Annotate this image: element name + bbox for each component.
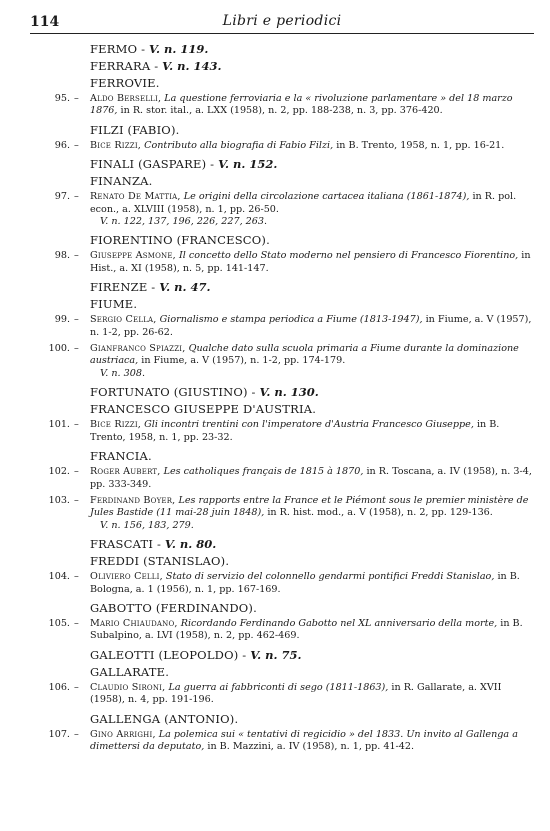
- entry-dash: –: [74, 681, 79, 693]
- entry-source: in Hist., a. XI (1958), n. 5, pp. 141-147.: [90, 250, 531, 274]
- cross-reference: V. n. 152.: [218, 157, 278, 172]
- entry-text: [90, 314, 532, 339]
- cross-reference: V. n. 308.: [100, 367, 145, 379]
- entry-author: Oliviero Celli,: [90, 571, 163, 583]
- entry-text: [90, 618, 532, 643]
- subject-heading: [36, 536, 532, 552]
- subject-heading: [36, 384, 532, 400]
- running-header: [30, 10, 534, 32]
- bibliography-entry: [36, 495, 532, 532]
- page-number: 114: [30, 14, 60, 30]
- subject-heading: [36, 600, 532, 616]
- subject-name: GABOTTO (FERDINANDO).: [90, 600, 257, 615]
- entry-title: Ricordando Ferdinando Gabotto nel XL anniversario della morte,: [180, 617, 498, 629]
- bibliography-entry: [36, 419, 532, 444]
- entry-source: in B. Mazzini, a. IV (1958), n. 1, pp. 41-42.: [207, 740, 415, 752]
- subject-name: GALEOTTI (LEOPOLDO) -: [90, 647, 247, 662]
- entry-source: in B. Trento, 1958, n. 1, pp. 16-21.: [336, 139, 505, 151]
- bibliography-entry: [36, 140, 532, 152]
- bibliography-entry: [36, 93, 532, 118]
- entry-title: La guerra ai fabbriconti di sego (1811-1863),: [168, 681, 389, 693]
- subject-name: FREDDI (STANISLAO).: [90, 554, 230, 569]
- subject-heading: [36, 75, 532, 91]
- entry-text: [90, 466, 532, 491]
- subject-name: FIORENTINO (FRANCESCO).: [90, 233, 270, 248]
- subject-heading: [36, 232, 532, 248]
- entry-dash: –: [74, 466, 79, 478]
- entry-dash: –: [74, 314, 79, 326]
- subject-heading: [36, 41, 532, 57]
- subject-heading: [36, 553, 532, 569]
- subject-heading: [36, 156, 532, 172]
- entry-author: Giuseppe Asmone,: [90, 250, 176, 262]
- entry-author: Ferdinand Boyer,: [90, 494, 176, 506]
- entry-text: [90, 729, 532, 754]
- cross-reference: V. n. 130.: [259, 385, 319, 400]
- subject-name: FRASCATI -: [90, 537, 162, 552]
- subject-name: FIUME.: [90, 297, 138, 312]
- entry-source: in R. hist. mod., a. V (1958), n. 2, pp. 129-136.: [267, 507, 493, 519]
- entry-title: Qualche dato sulla scuola primaria a Fiume durante la dominazione austriaca,: [90, 343, 519, 367]
- subject-name: FERRARA -: [90, 59, 159, 73]
- entry-text: [90, 93, 532, 118]
- bibliography-entry: [36, 343, 532, 380]
- subject-name: FRANCIA.: [90, 449, 152, 464]
- subject-name: FRANCESCO GIUSEPPE D'AUSTRIA.: [90, 402, 317, 417]
- entry-text: [90, 343, 532, 368]
- entry-number: 95.: [54, 93, 70, 104]
- entry-number: 106.: [48, 681, 70, 693]
- entry-number: 99.: [54, 314, 70, 326]
- cross-reference: V. n. 75.: [250, 647, 302, 662]
- entry-text: [90, 140, 532, 152]
- bibliography-entry: [36, 466, 532, 491]
- subject-heading: [36, 448, 532, 464]
- entry-dash: –: [74, 343, 79, 355]
- subject-heading: [36, 173, 532, 189]
- entry-number: 96.: [54, 139, 70, 151]
- entry-number: 102.: [48, 466, 70, 478]
- entry-number: 103.: [48, 494, 70, 506]
- entry-text: [90, 682, 532, 707]
- entry-source: in R. Gallarate, a. XVII (1958), n. 4, pp. 191-196.: [90, 681, 502, 706]
- cross-reference: V. n. 122, 137, 196, 226, 227, 263.: [100, 216, 268, 228]
- entry-dash: –: [74, 419, 79, 431]
- entry-title: Giornalismo e stampa periodica a Fiume (1813-1947),: [159, 314, 423, 326]
- bibliography-entry: [36, 314, 532, 339]
- entry-source: in B. Subalpino, a. LVI (1958), n. 2, pp. 462-469.: [90, 617, 523, 642]
- entry-author: Bice Rizzi,: [90, 139, 142, 151]
- entry-author: Bice Rizzi,: [90, 419, 142, 431]
- entry-title: La polemica sui « tentativi di regicidio » del 1833. Un invito al Gallenga a dimettersi da deputato,: [90, 728, 518, 752]
- subject-heading: [36, 711, 532, 727]
- entry-author: Roger Aubert,: [90, 466, 161, 478]
- cross-reference: V. n. 143.: [162, 59, 222, 73]
- entry-title: Le origini della circolazione cartacea italiana (1861-1874),: [183, 191, 470, 203]
- cross-reference: V. n. 47.: [159, 280, 211, 295]
- running-title: Libri e periodici: [222, 13, 342, 29]
- entry-dash: –: [74, 191, 79, 203]
- subject-heading: [36, 296, 532, 312]
- entry-dash: –: [74, 571, 79, 583]
- entry-text: [90, 191, 532, 216]
- bibliography-entry: [36, 191, 532, 228]
- subject-heading: [36, 647, 532, 663]
- entry-text: [90, 571, 532, 596]
- entry-author: Sergio Cella,: [90, 314, 157, 326]
- entry-source: in B. Trento, 1958, n. 1, pp. 23-32.: [90, 419, 500, 443]
- cross-reference: V. n. 80.: [164, 537, 217, 552]
- entry-text: [90, 495, 532, 520]
- bibliography-entry: [36, 618, 532, 643]
- subject-name: FILZI (FABIO).: [90, 122, 180, 137]
- entry-source: in R. stor. ital., a. LXX (1958), n. 2, pp. 188-238, n. 3, pp. 376-420.: [120, 105, 443, 117]
- cross-reference: V. n. 119.: [149, 42, 209, 56]
- entry-author: Aldo Berselli,: [90, 93, 162, 104]
- entry-number: 100.: [48, 343, 70, 355]
- subject-name: FERROVIE.: [90, 76, 160, 90]
- subject-name: GALLENGA (ANTONIO).: [90, 711, 239, 726]
- entry-source: in R. Toscana, a. IV (1958), n. 3-4, pp. 333-349.: [90, 466, 532, 490]
- subject-name: FIRENZE -: [90, 280, 156, 295]
- subject-name: GALLARATE.: [90, 664, 170, 679]
- entry-author: Claudio Sironi,: [90, 681, 166, 693]
- header-rule: [30, 33, 534, 34]
- entry-source: in Fiume, a. V (1957), n. 1-2, pp. 26-62.: [90, 314, 532, 338]
- entry-title: Les rapports entre la France et le Piémont sous le premier ministère de Jules Bastide (11 mai-28 juin 1848),: [90, 494, 529, 519]
- entry-title: Les catholiques français de 1815 à 1870,: [163, 466, 364, 478]
- entry-dash: –: [74, 728, 79, 740]
- entry-number: 105.: [48, 617, 70, 629]
- entry-dash: –: [74, 617, 79, 629]
- entry-author: Gino Arrighi,: [90, 728, 156, 740]
- entry-source: in B. Bologna, a. 1 (1956), n. 1, pp. 167-169.: [90, 571, 520, 595]
- entry-title: La questione ferroviaria e la « rivoluzione parlamentare » del 18 marzo 1876,: [90, 93, 513, 117]
- entry-dash: –: [74, 250, 79, 262]
- entry-title: Gli incontri trentini con l'imperatore d'Austria Francesco Giuseppe,: [144, 419, 474, 431]
- entry-number: 98.: [54, 250, 70, 262]
- entry-title: Stato di servizio del colonnello gendarmi pontifici Freddi Stanislao,: [165, 571, 495, 583]
- entry-number: 97.: [54, 191, 70, 203]
- subject-heading: [36, 122, 532, 138]
- bibliography-entry: [36, 682, 532, 707]
- subject-name: FERMO -: [90, 42, 146, 56]
- entry-title: Contributo alla biografia di Fabio Filzi,: [144, 139, 334, 151]
- entry-title: Il concetto dello Stato moderno nel pensiero di Francesco Fiorentino,: [179, 250, 519, 262]
- entry-number: 107.: [48, 728, 70, 740]
- bibliography-list: [36, 40, 532, 757]
- entry-dash: –: [74, 139, 79, 151]
- entry-dash: –: [74, 494, 79, 506]
- subject-name: FINALI (GASPARE) -: [90, 157, 215, 172]
- entry-author: Renato De Mattia,: [90, 191, 181, 203]
- subject-name: FINANZA.: [90, 174, 153, 189]
- subject-heading: [36, 401, 532, 417]
- subject-heading: [36, 58, 532, 74]
- entry-number: 101.: [48, 419, 70, 431]
- entry-text: [90, 419, 532, 444]
- bibliography-entry: [36, 571, 532, 596]
- bibliography-entry: [36, 250, 532, 275]
- subject-name: FORTUNATO (GIUSTINO) -: [90, 385, 256, 400]
- bibliography-entry: [36, 729, 532, 754]
- entry-source: in Fiume, a. V (1957), n. 1-2, pp. 174-179.: [141, 355, 346, 367]
- entry-text: [90, 250, 532, 275]
- entry-dash: –: [74, 93, 79, 104]
- subject-heading: [36, 279, 532, 295]
- entry-source: in R. pol. econ., a. XLVIII (1958), n. 1, pp. 26-50.: [90, 191, 517, 215]
- entry-number: 104.: [48, 571, 70, 583]
- entry-author: Mario Chiaudano,: [90, 617, 178, 629]
- entry-author: Gianfranco Spiazzi,: [90, 343, 186, 355]
- subject-heading: [36, 664, 532, 680]
- cross-reference: V. n. 156, 183, 279.: [100, 519, 194, 531]
